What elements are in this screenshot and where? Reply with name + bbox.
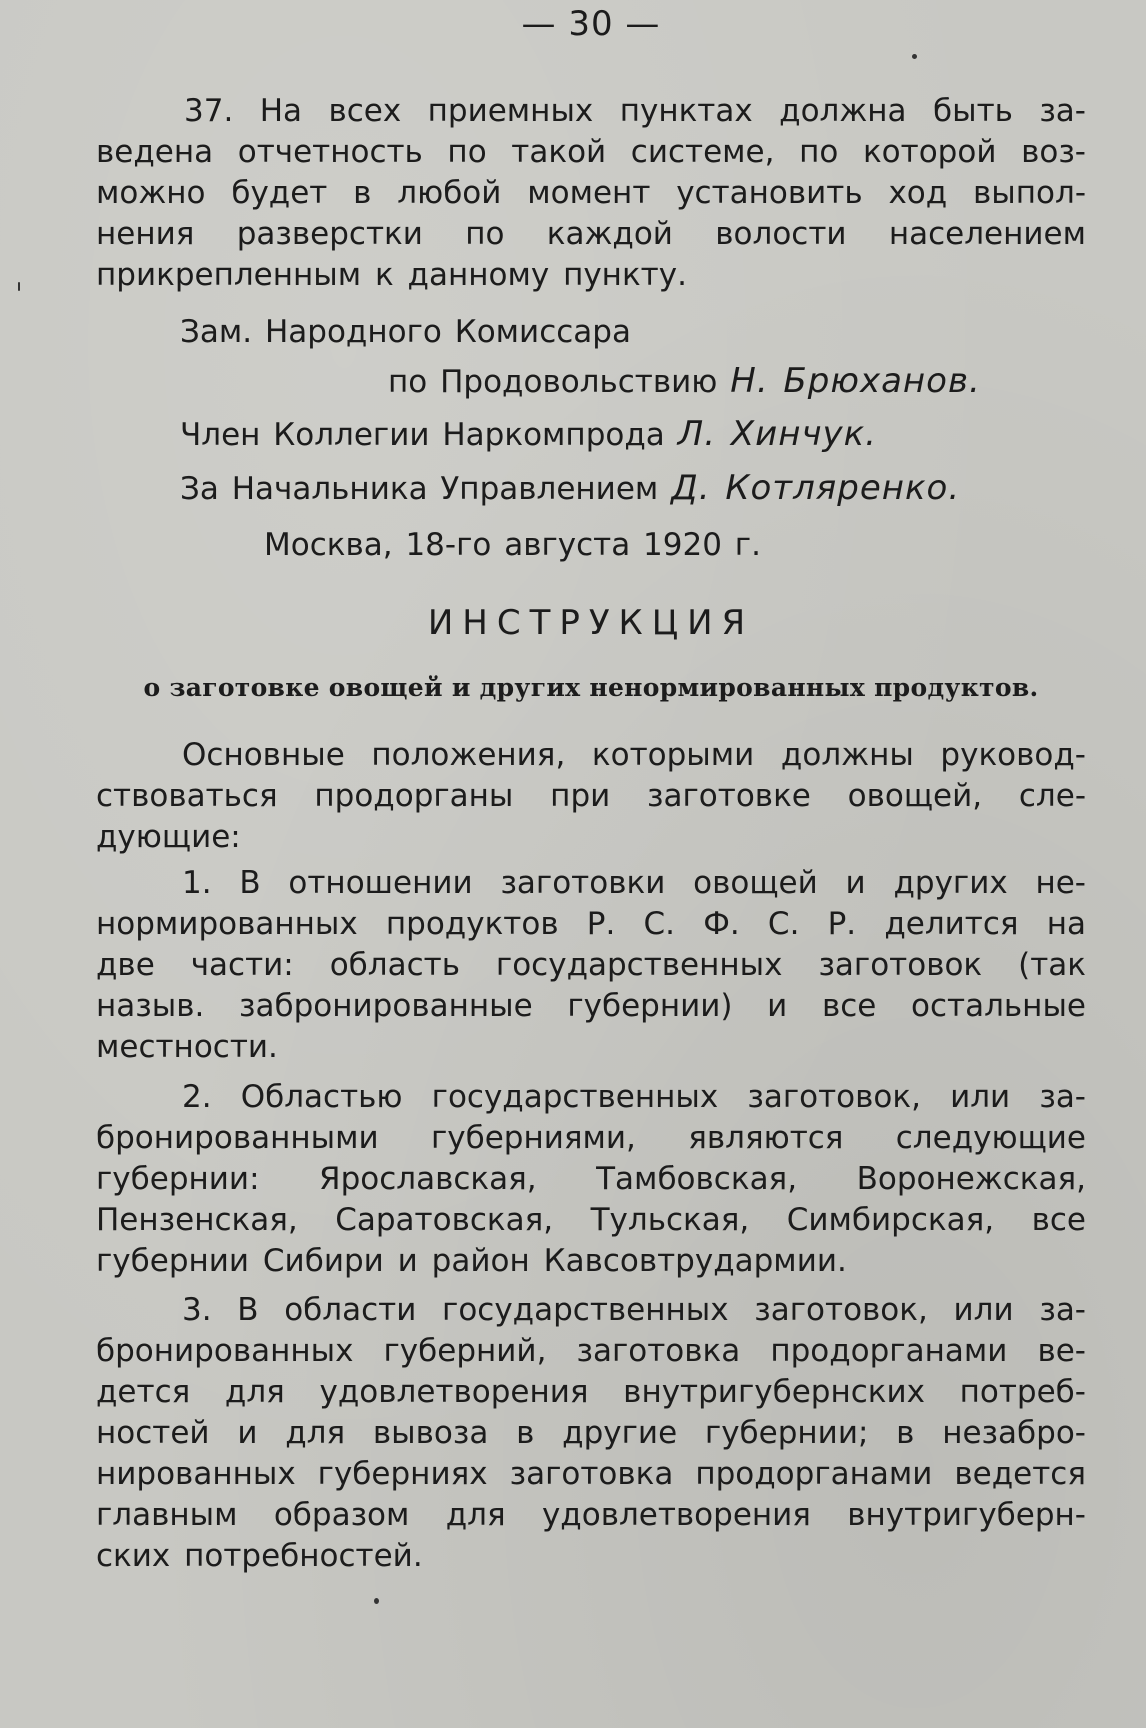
signature-member [180, 414, 877, 456]
text-line: 1. В отношении заготовки овощей и других не- [182, 865, 1086, 901]
text-line: нения разверстки по каждой волости населением [96, 216, 1086, 252]
scan-speck [18, 282, 20, 291]
text-line: прикрепленным к данному пункту. [96, 257, 687, 293]
text-line: ствоваться продорганы при заготовке овощей, сле- [96, 778, 1086, 814]
text-line: 37. На всех приемных пунктах должна быть за- [184, 93, 1086, 129]
intro-paragraph [96, 735, 1086, 858]
signature-name: Л. Хинчук. [677, 414, 877, 454]
text-line: дется для удовлетворения внутригубернских потреб- [96, 1374, 1086, 1410]
text-line: дующие: [96, 819, 241, 855]
signature-title: Член Коллегии Наркомпрода [180, 417, 665, 453]
instruction-title: ИНСТРУКЦИЯ [427, 603, 755, 643]
paragraph-1 [96, 863, 1086, 1068]
page-number: — 30 — [521, 4, 661, 44]
text-line: ностей и для вывоза в другие губернии; в незабро- [96, 1415, 1086, 1451]
paragraph-3 [96, 1290, 1086, 1577]
text-line: губернии Сибири и район Кавсовтрудармии. [96, 1243, 847, 1279]
signature-title: За Начальника Управлением [180, 471, 659, 507]
text-line: главным образом для удовлетворения внутригуберн- [96, 1497, 1086, 1533]
instruction-subtitle: о заготовке овощей и других ненормированных продуктов. [143, 673, 1039, 702]
text-line: 2. Областью государственных заготовок, или за- [182, 1079, 1086, 1115]
text-line: Пензенская, Саратовская, Тульская, Симбирская, все [96, 1202, 1086, 1238]
text-line: 3. В области государственных заготовок, или за- [182, 1292, 1086, 1328]
paragraph-2 [96, 1077, 1086, 1282]
text-line: ведена отчетность по такой системе, по которой воз- [96, 134, 1086, 170]
text-line: Основные положения, которыми должны руковод- [182, 737, 1086, 773]
text-line: губернии: Ярославская, Тамбовская, Воронежская, [96, 1161, 1086, 1197]
text-line: две части: область государственных заготовок (так [96, 947, 1086, 983]
scan-speck [912, 54, 917, 59]
text-line: нированных губерниях заготовка продорганами ведется [96, 1456, 1086, 1492]
text-line: местности. [96, 1029, 278, 1065]
text-line: нормированных продуктов Р. С. Ф. С. Р. делится на [96, 906, 1086, 942]
text-line: можно будет в любой момент установить ход выпол- [96, 175, 1086, 211]
text-line: бронированными губерниями, являются следующие [96, 1120, 1086, 1156]
signature-name: Д. Котляренко. [671, 468, 961, 508]
signature-deputy-title-1 [180, 312, 631, 353]
signature-chief [180, 468, 960, 510]
paragraph-37 [96, 91, 1086, 296]
signature-name: Н. Брюханов. [730, 361, 981, 401]
text-line: бронированных губерний, заготовка продорганами ве- [96, 1333, 1086, 1369]
place-date: Москва, 18-го августа 1920 г. [264, 527, 761, 563]
text-line: назыв. забронированные губернии) и все остальные [96, 988, 1086, 1024]
signature-deputy [388, 361, 981, 403]
signature-title: по Продовольствию [388, 364, 718, 400]
signature-title: Зам. Народного Комиссара [180, 314, 631, 350]
text-line: ских потребностей. [96, 1538, 423, 1574]
scan-speck [374, 1598, 379, 1604]
